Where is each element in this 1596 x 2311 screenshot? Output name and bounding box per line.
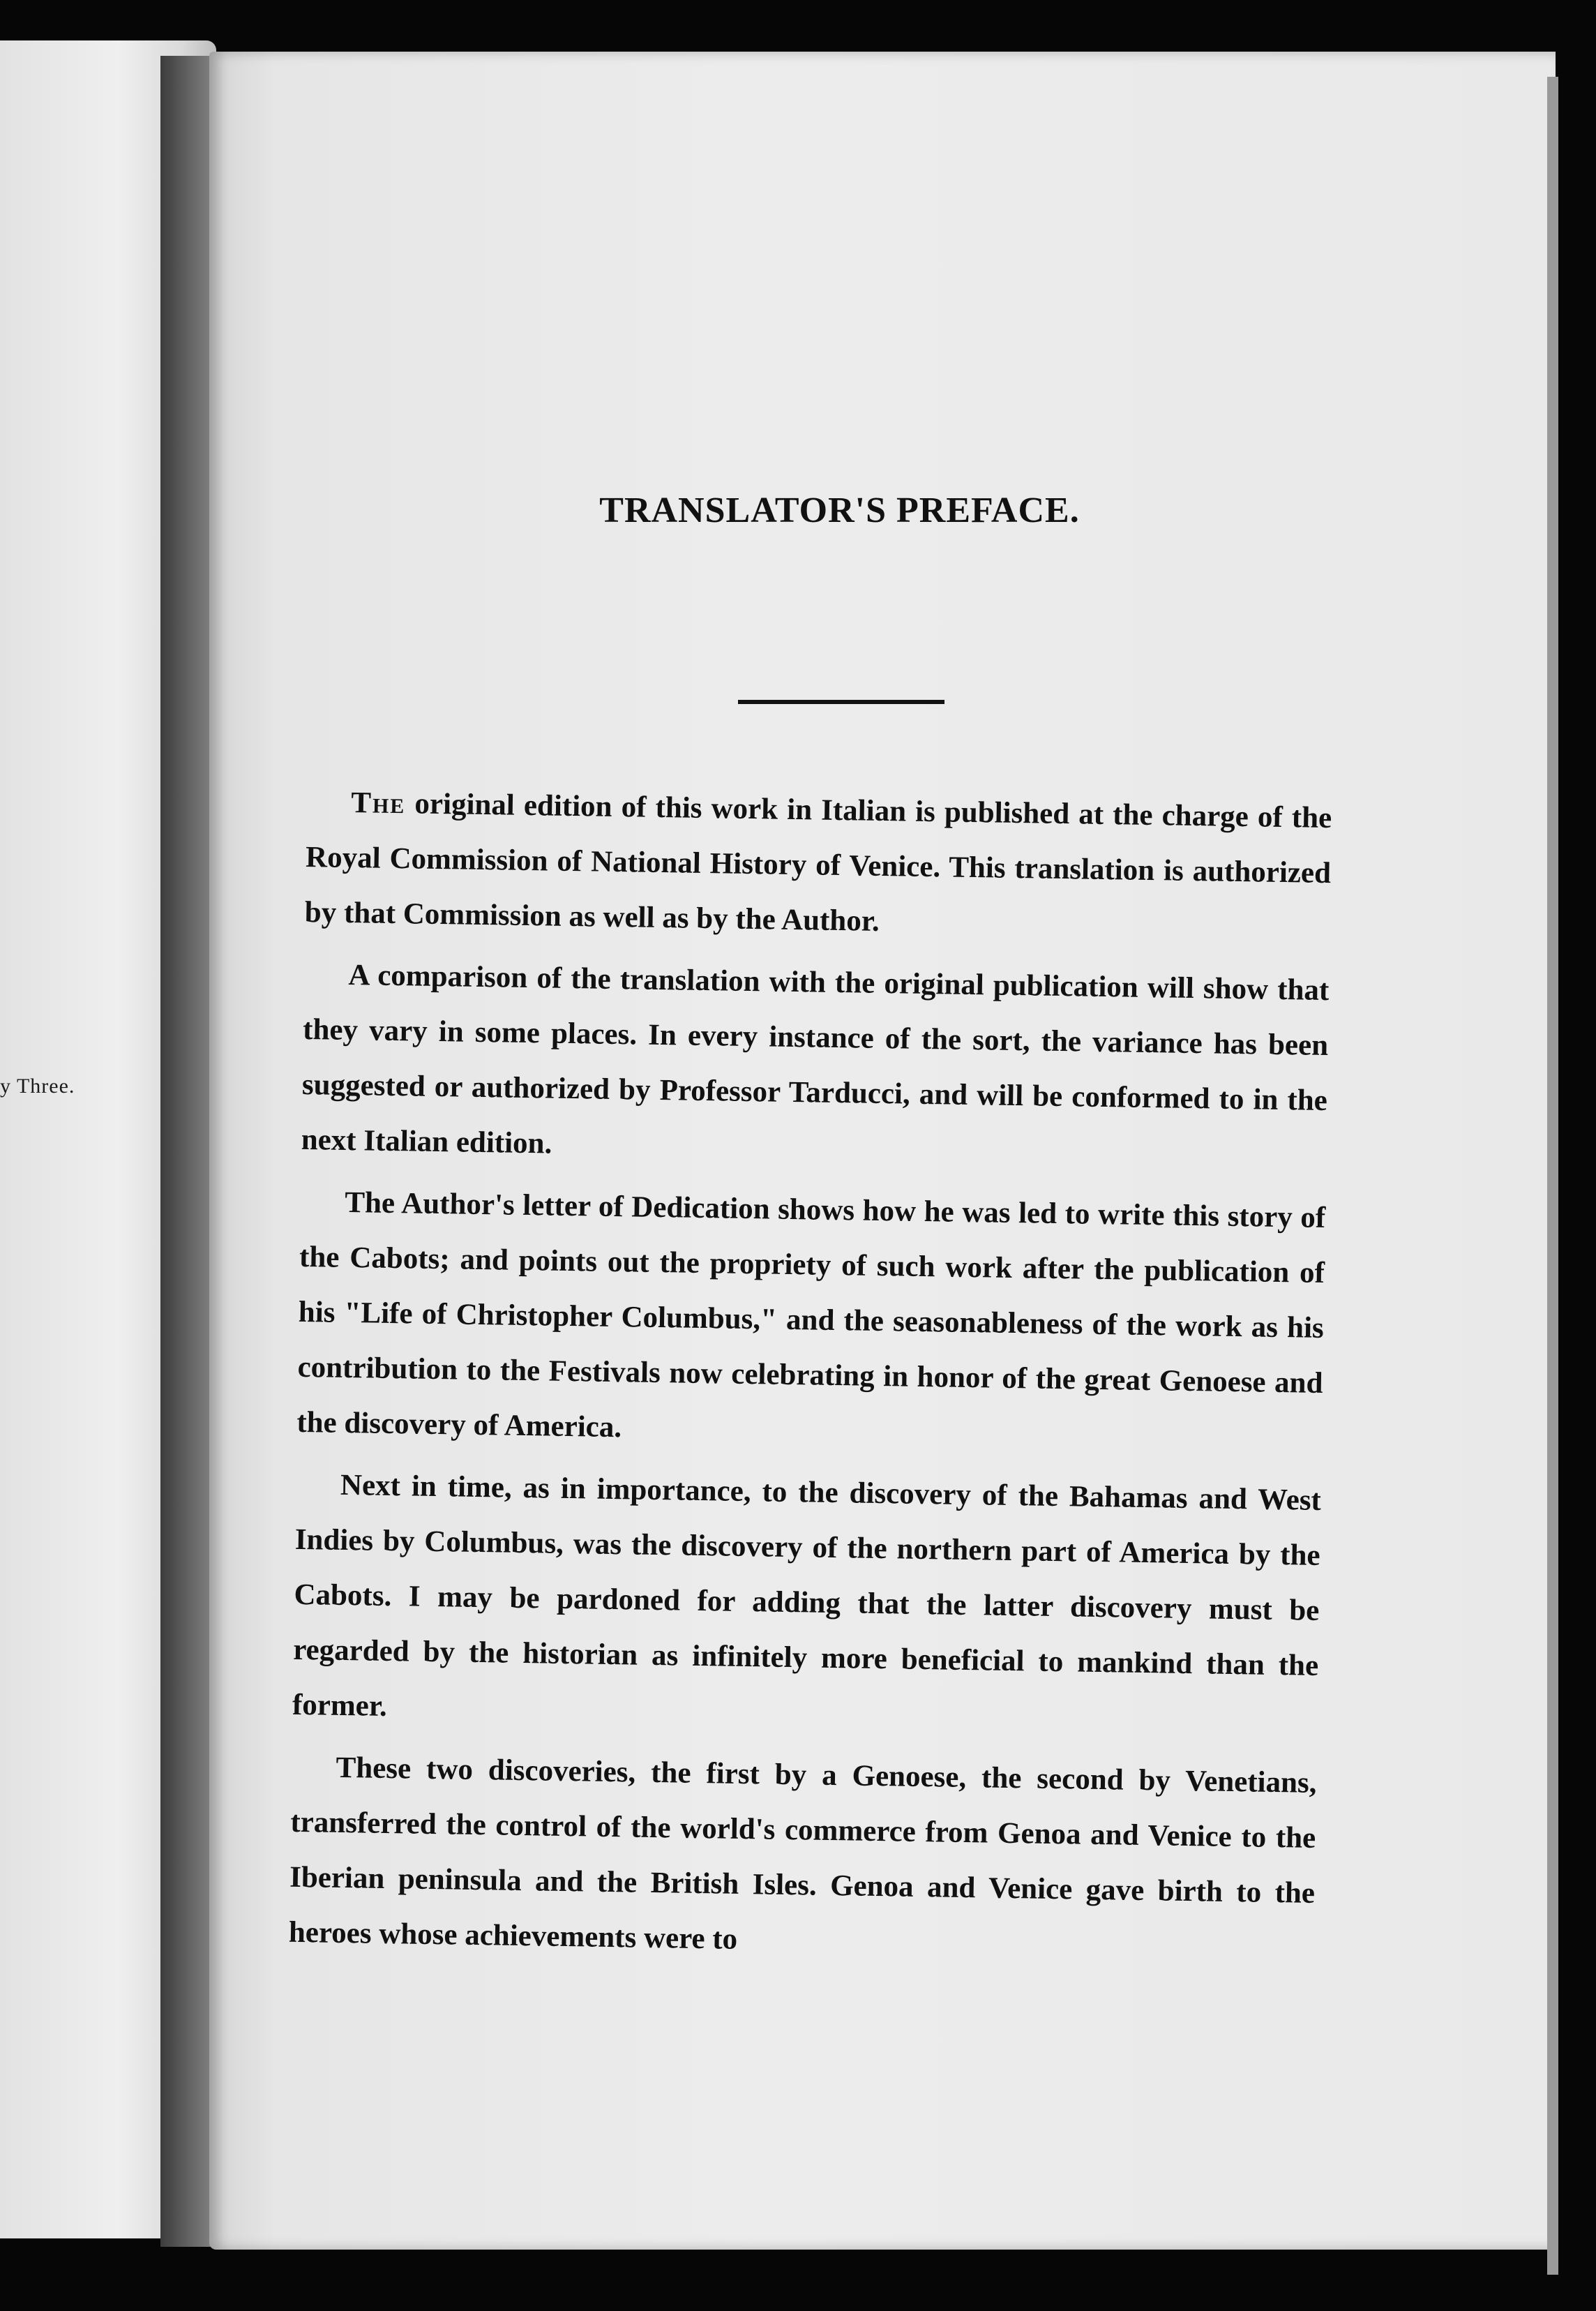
paragraph-3-text: The Author's letter of Dedication shows how he was led to write this story of the Cabots; and points out the propriety of such work after the publication of his "Life of Christopher Columbus," and the seasonableness of the work as his contribution to the Festivals now celebrating in honor of the great Genoese and the discovery of America. [296,1186,1326,1444]
paragraph-1-lead: The [351,786,406,821]
paragraph-2-text: A comparison of the translation with the original publication will show that they vary in some places. In every instance of the sort, the variance has been suggested or authorized by Professor Tarducci, and will be conformed to in the next Italian edition. [301,958,1330,1160]
preface-body [288,775,1332,1983]
paragraph-2 [301,947,1330,1183]
paragraph-1-text: original edition of this work in Italian is published at the charge of the Royal Commission of National History of Venice. This translation is authorized by that Commission as well as by the Author. [304,787,1332,938]
title-rule [738,700,944,704]
paragraph-4-text: Next in time, as in importance, to the discovery of the Bahamas and West Indies by Columbus, was the discovery of the northern part of America by the Cabots. I may be pardoned for adding that the latter discovery must be regarded by the historian as infinitely more beneficial to mankind than the former. [292,1468,1322,1723]
paragraph-3 [296,1174,1326,1466]
paragraph-1 [304,775,1332,956]
page-edge [1547,77,1558,2275]
paragraph-4 [292,1457,1321,1749]
page-title: TRANSLATOR'S PREFACE. [599,491,1080,530]
paragraph-5 [288,1740,1317,1976]
paragraph-5-text: These two discoveries, the first by a Genoese, the second by Venetians, transferred the control of the world's commerce from Genoa and Venice to the Iberian peninsula and the British Isles. Genoa and Venice gave birth to the heroes whose achievements were to [288,1751,1317,1956]
left-page-text-fragment: y Three. [0,1075,75,1098]
